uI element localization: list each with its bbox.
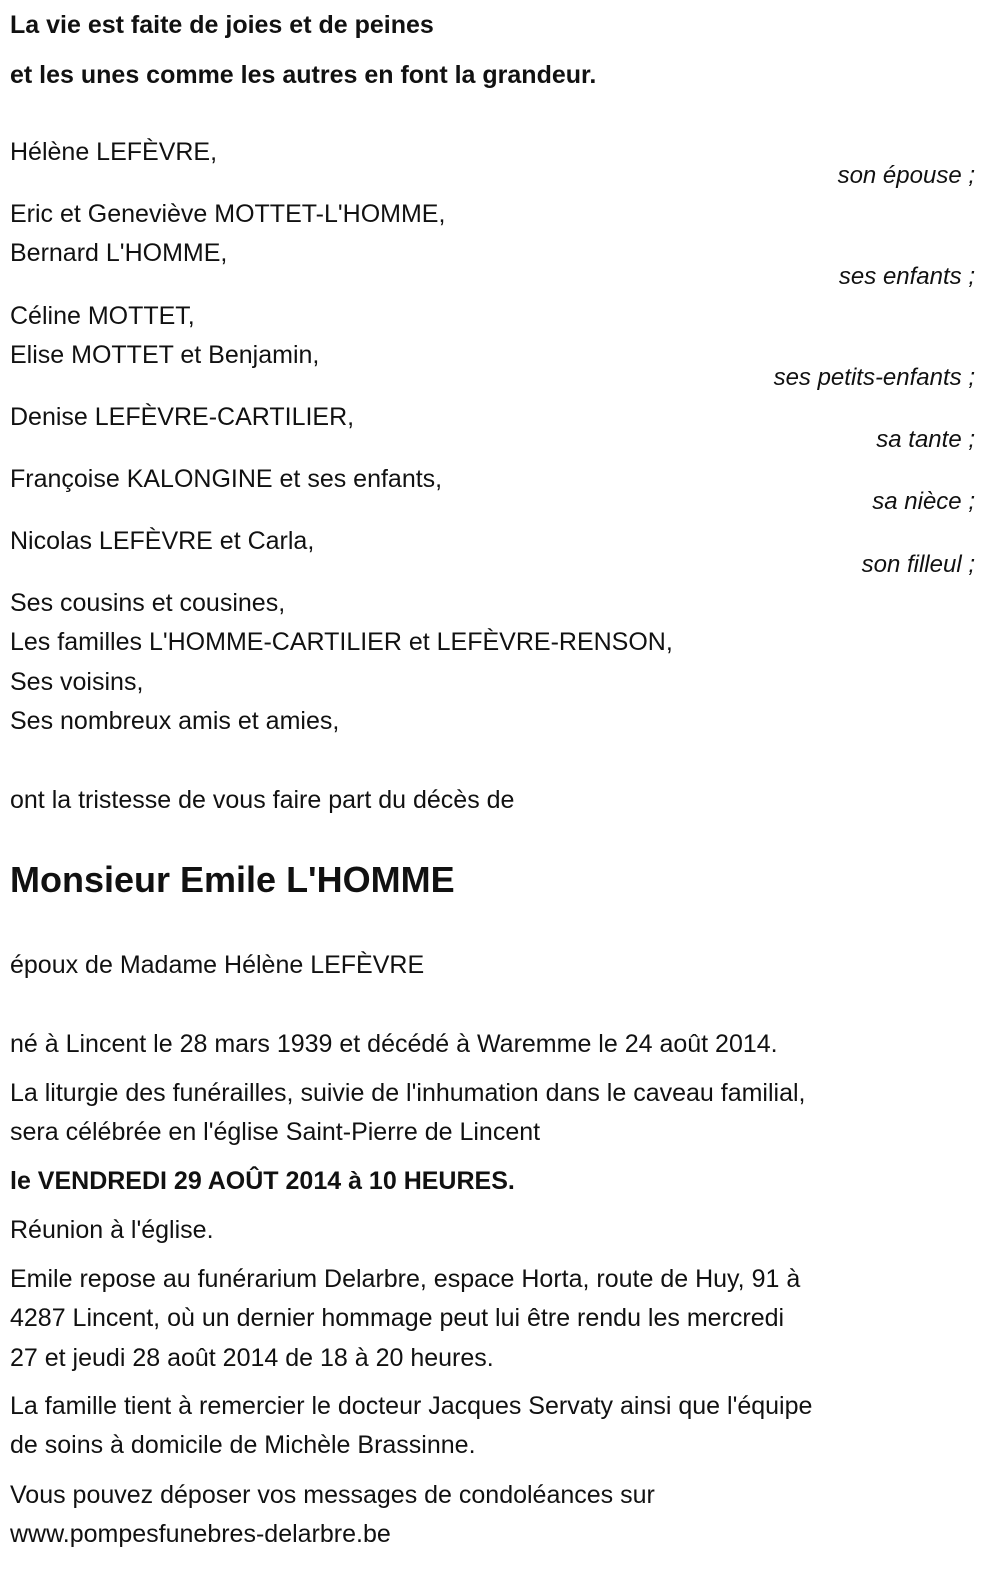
funerarium-line: 4287 Lincent, où un dernier hommage peut lui être rendu les mercredi: [10, 1304, 785, 1332]
announcement: ont la tristesse de vous faire part du décès de: [10, 786, 515, 814]
family-relation: sa nièce ;: [872, 488, 975, 515]
family-relation: sa tante ;: [876, 426, 975, 453]
spouse-line: époux de Madame Hélène LEFÈVRE: [10, 951, 425, 979]
family-name: Elise MOTTET et Benjamin,: [10, 341, 320, 369]
ceremony-date: le VENDREDI 29 AOÛT 2014 à 10 HEURES.: [10, 1167, 515, 1195]
family-relation: son épouse ;: [837, 162, 975, 189]
family-relation: ses enfants ;: [838, 263, 975, 290]
mourner-line: Ses nombreux amis et amies,: [10, 707, 340, 735]
birth-death: né à Lincent le 28 mars 1939 et décédé à Waremme le 24 août 2014.: [10, 1030, 778, 1058]
family-relation: ses petits-enfants ;: [773, 364, 975, 391]
thanks-line: de soins à domicile de Michèle Brassinne.: [10, 1431, 476, 1459]
thanks-line: La famille tient à remercier le docteur Jacques Servaty ainsi que l'équipe: [10, 1392, 813, 1420]
family-name: Eric et Geneviève MOTTET-L'HOMME,: [10, 200, 446, 228]
family-name: Denise LEFÈVRE-CARTILIER,: [10, 403, 355, 431]
condolences-link[interactable]: www.pompesfunebres-delarbre.be: [10, 1520, 391, 1548]
epigraph-line: et les unes comme les autres en font la grandeur.: [10, 61, 597, 89]
funerarium-line: Emile repose au funérarium Delarbre, espace Horta, route de Huy, 91 à: [10, 1265, 801, 1293]
liturgy-line: La liturgie des funérailles, suivie de l'inhumation dans le caveau familial,: [10, 1079, 806, 1107]
funerarium-line: 27 et jeudi 28 août 2014 de 18 à 20 heures.: [10, 1344, 494, 1372]
family-name: Bernard L'HOMME,: [10, 239, 228, 267]
mourner-line: Ses voisins,: [10, 668, 144, 696]
condolences-line: Vous pouvez déposer vos messages de condoléances sur: [10, 1481, 655, 1509]
mourner-line: Ses cousins et cousines,: [10, 589, 286, 617]
family-name: Nicolas LEFÈVRE et Carla,: [10, 527, 315, 555]
family-name: Françoise KALONGINE et ses enfants,: [10, 465, 443, 493]
mourner-line: Les familles L'HOMME-CARTILIER et LEFÈVRE-RENSON,: [10, 628, 673, 656]
family-name: Céline MOTTET,: [10, 302, 195, 330]
epigraph-line: La vie est faite de joies et de peines: [10, 11, 434, 39]
family-relation: son filleul ;: [861, 551, 975, 578]
meeting-info: Réunion à l'église.: [10, 1216, 214, 1244]
liturgy-line: sera célébrée en l'église Saint-Pierre de Lincent: [10, 1118, 541, 1146]
deceased-name: Monsieur Emile L'HOMME: [10, 859, 455, 900]
family-name: Hélène LEFÈVRE,: [10, 138, 218, 166]
